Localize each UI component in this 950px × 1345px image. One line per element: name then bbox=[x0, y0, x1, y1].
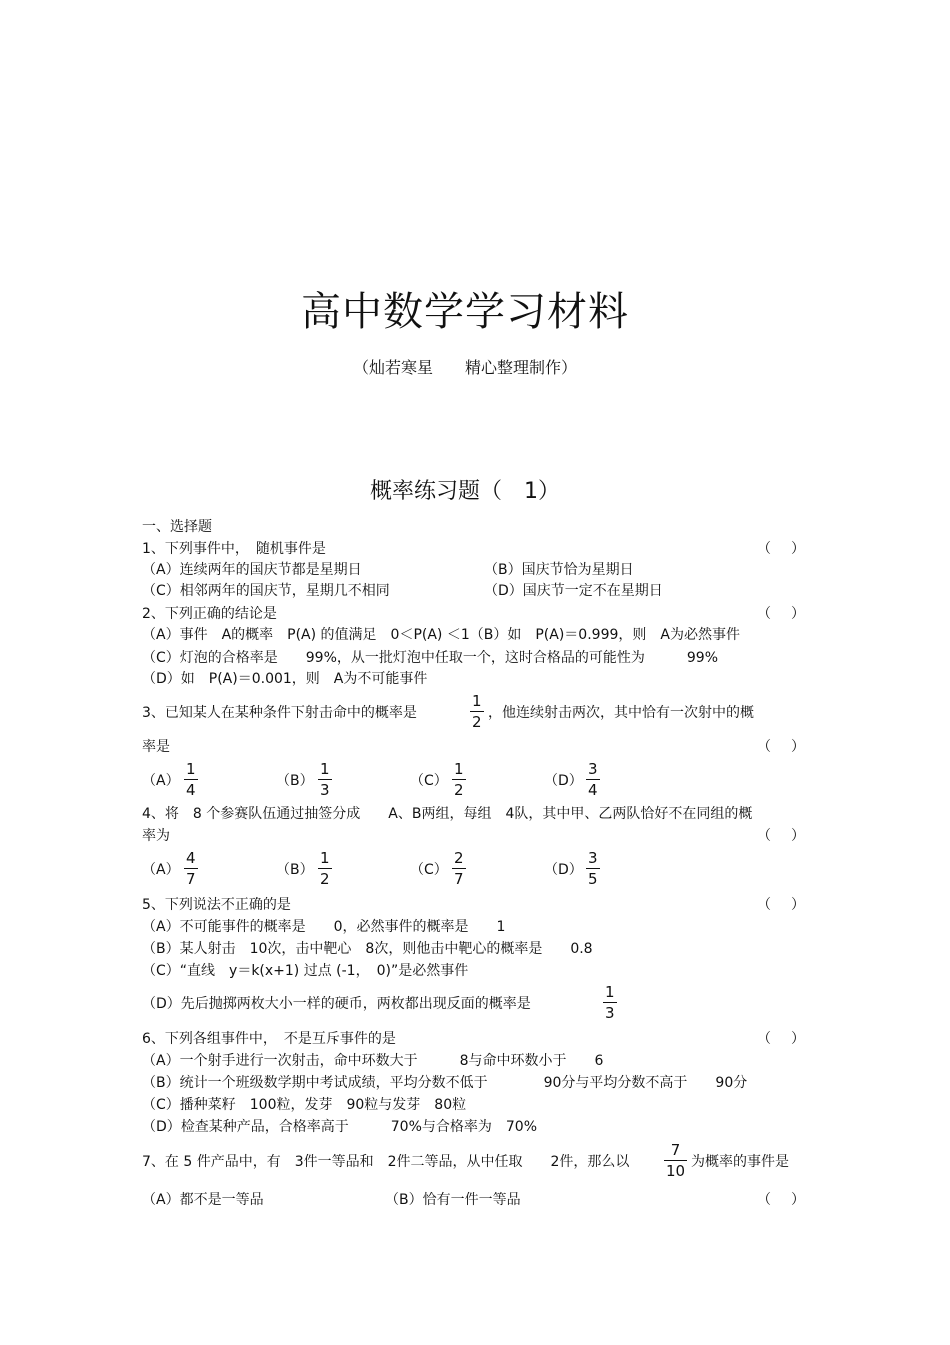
q1-option-d: （D）国庆节一定不在星期日 bbox=[484, 583, 663, 599]
q3-stem: 3、已知某人在某种条件下射击命中的概率是 bbox=[142, 705, 417, 721]
q2-option-d: （D）如 P(A)＝0.001，则 A为不可能事件 bbox=[142, 671, 428, 687]
q5-option-c: （C）“直线 y＝k(x+1) 过点 (-1， 0)”是必然事件 bbox=[142, 963, 469, 979]
q3-stem-fraction: 1 2 bbox=[472, 692, 482, 731]
q7-stem: 7、在 5 件产品中，有 3件一等品和 2件二等品，从中任取 2件，那么以 bbox=[142, 1154, 630, 1170]
q3-option-a-label: （A） bbox=[142, 773, 180, 789]
q6-option-c: （C）播种菜籽 100粒，发芽 90粒与发芽 80粒 bbox=[142, 1097, 467, 1113]
q4-answer-blank: （ ） bbox=[757, 828, 805, 844]
q4-option-b-label: （B） bbox=[276, 862, 314, 878]
q3-option-c-label: （C） bbox=[410, 773, 448, 789]
q3-option-b-label: （B） bbox=[276, 773, 314, 789]
exercise-heading: 概率练习题（ 1） bbox=[370, 479, 560, 504]
q6-stem: 6、下列各组事件中， 不是互斥事件的是 bbox=[142, 1031, 396, 1047]
q5-answer-blank: （ ） bbox=[757, 897, 805, 913]
q3-stem-line2: 率是 bbox=[142, 739, 170, 755]
page-title: 高中数学学习材料 bbox=[301, 289, 629, 335]
q6-answer-blank: （ ） bbox=[757, 1031, 805, 1047]
q2-option-ab: （A）事件 A的概率 P(A) 的值满足 0＜P(A) ＜1（B）如 P(A)＝0.999，则 A为必然事件 bbox=[142, 627, 740, 643]
q4-option-a-label: （A） bbox=[142, 862, 180, 878]
q7-stem-cont: 为概率的事件是 bbox=[691, 1154, 789, 1170]
q7-answer-blank: （ ） bbox=[757, 1192, 805, 1208]
q3-option-d-label: （D） bbox=[544, 773, 583, 789]
q4-stem: 4、将 8 个参赛队伍通过抽签分成 A、B两组，每组 4队，其中甲、乙两队恰好不在同组的概 bbox=[142, 806, 753, 822]
q5-option-d: （D）先后抛掷两枚大小一样的硬币，两枚都出现反面的概率是 bbox=[142, 996, 531, 1012]
q4-stem-line2: 率为 bbox=[142, 828, 170, 844]
q3-option-b-fraction: 1 3 bbox=[320, 760, 330, 799]
q4-option-a-fraction: 4 7 bbox=[186, 849, 196, 888]
q7-option-b: （B）恰有一件一等品 bbox=[385, 1192, 521, 1208]
q1-option-c: （C）相邻两年的国庆节，星期几不相同 bbox=[142, 583, 390, 599]
q5-option-d-fraction: 1 3 bbox=[605, 983, 615, 1022]
page-subtitle: （灿若寒星 精心整理制作） bbox=[352, 358, 577, 377]
q3-stem-cont: ，他连续射击两次，其中恰有一次射中的概 bbox=[488, 705, 754, 721]
q5-option-b: （B）某人射击 10次，击中靶心 8次，则他击中靶心的概率是 0.8 bbox=[142, 941, 593, 957]
q3-option-a-fraction: 1 4 bbox=[186, 760, 196, 799]
q6-option-a: （A）一个射手进行一次射击，命中环数大于 8与命中环数小于 6 bbox=[142, 1053, 604, 1069]
q1-stem: 1、下列事件中， 随机事件是 bbox=[142, 541, 326, 557]
q1-answer-blank: （ ） bbox=[757, 541, 805, 557]
section-label: 一、选择题 bbox=[142, 519, 212, 535]
q4-option-c-label: （C） bbox=[410, 862, 448, 878]
q3-answer-blank: （ ） bbox=[757, 739, 805, 755]
q4-option-d-fraction: 3 5 bbox=[588, 849, 598, 888]
q7-option-a: （A）都不是一等品 bbox=[142, 1192, 264, 1208]
q3-option-d-fraction: 3 4 bbox=[588, 760, 598, 799]
q7-stem-fraction: 7 10 bbox=[666, 1141, 686, 1180]
q5-option-a: （A）不可能事件的概率是 0，必然事件的概率是 1 bbox=[142, 919, 506, 935]
q2-answer-blank: （ ） bbox=[757, 606, 805, 622]
q3-option-c-fraction: 1 2 bbox=[454, 760, 464, 799]
q1-option-b: （B）国庆节恰为星期日 bbox=[484, 562, 634, 578]
q2-stem: 2、下列正确的结论是 bbox=[142, 606, 277, 622]
q2-option-c: （C）灯泡的合格率是 99%，从一批灯泡中任取一个，这时合格品的可能性为 99% bbox=[142, 650, 719, 666]
q6-option-b: （B）统计一个班级数学期中考试成绩，平均分数不低于 90分与平均分数不高于 90分 bbox=[142, 1075, 748, 1091]
q6-option-d: （D）检查某种产品，合格率高于 70%与合格率为 70% bbox=[142, 1119, 538, 1135]
q4-option-b-fraction: 1 2 bbox=[320, 849, 330, 888]
q4-option-c-fraction: 2 7 bbox=[454, 849, 464, 888]
q1-option-a: （A）连续两年的国庆节都是星期日 bbox=[142, 562, 362, 578]
q4-option-d-label: （D） bbox=[544, 862, 583, 878]
q5-stem: 5、下列说法不正确的是 bbox=[142, 897, 291, 913]
